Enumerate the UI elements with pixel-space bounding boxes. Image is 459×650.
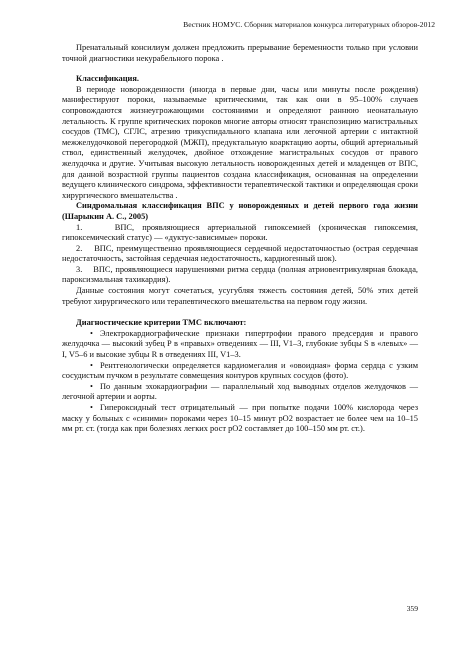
item-text: Электрокардиографические признаки гипертрофии правого предсердия и правого желудочка — высокий зубец Р в «правых» отведениях — III, V1–3, глубокие зубцы S в «левых» — I, V5–6 и высокие зубцы R в отведениях III, V1–3.: [62, 328, 418, 360]
bullet-icon: •: [90, 360, 93, 370]
intro-paragraph: Пренатальный консилиум должен предложить прерывание беременности только при условии точной диагностики некурабельного порока .: [62, 43, 418, 63]
item-text: ВПС, преимущественно проявляющиеся сердечной недостаточностью (острая сердечная недостаточность, застойная сердечная недостаточность, кардиогенный шок).: [62, 243, 418, 264]
diagnostic-item: [62, 329, 418, 361]
classification-paragraph: В периоде новорожденности (иногда в первые дни, часы или минуты после рождения) манифестируют пороки, называемые критическими, так как они в 95–100% случаев сопровождаются жизнеугрожающими состояниями и определяют раннюю неонатальную летальность. К группе критических пороков многие авторы относят транспозицию магистральных сосудов (ТМС), СГЛС, атрезию трикуспидального клапана или легочной артерии с интактной межжелудочковой перегородкой (МЖП), предуктальную коарктацию аорты, общий артериальный ствол, единственный желудочек, двойное отхождение магистральных сосудов от правого желудочка и другие. Учитывая высокую летальность новорожденных детей и младенцев от ВПС, для данной возрастной группы пациентов создана классификация, основанная на определении ведущего клинического синдрома, эффективности терапевтической тактики и определяющая сроки хирургического вмешательства .: [62, 84, 418, 200]
item-text: Рентгенологически определяется кардиомегалия и «овоидная» форма сердца с узким сосудистым пучком в результате совмещения контуров крупных сосудов (фото).: [62, 360, 418, 381]
item-text: По данным эхокардиографии — параллельный ход выводных отделов желудочков — легочной артерии и аорты.: [62, 381, 418, 402]
syndromic-heading: Синдромальная классификация ВПС у новорожденных и детей первого года жизни (Шарыкин А. С., 2005): [62, 201, 418, 221]
bullet-icon: •: [90, 381, 93, 391]
syndromic-closing: Данные состояния могут сочетаться, усугубляя тяжесть состояния детей, 50% этих детей требуют хирургического или терапевтического вмешательства на первом году жизни.: [62, 286, 418, 306]
item-number: 2.: [76, 243, 83, 253]
item-number: 3.: [76, 264, 83, 274]
diagnostic-item: [62, 403, 418, 435]
syndromic-item: [62, 223, 418, 244]
page-content: [62, 43, 418, 435]
syndromic-item: [62, 265, 418, 286]
item-text: ВПС, проявляющиеся артериальной гипоксемией (хроническая гипоксемия, гипоксемический статус) — «дуктус-зависимые» пороки.: [62, 222, 418, 243]
bullet-icon: •: [90, 328, 93, 338]
diagnostic-item: [62, 382, 418, 403]
item-text: ВПС, проявляющиеся нарушениями ритма сердца (полная атриовентрикулярная блокада, пароксизмальная тахикардия).: [62, 264, 419, 285]
item-text: Гипероксидный тест отрицательный — при попытке подачи 100% кислорода через маску у больных с «синими» пороками через 10–15 минут рО2 возрастает не более чем на 10–15 мм рт. ст. (тогда как при болезнях легких рост рО2 составляет до 100–150 мм рт. ст.).: [62, 403, 418, 434]
bullet-icon: •: [90, 403, 93, 412]
running-header: Вестник НОМУС. Сборник материалов конкурса литературных обзоров-2012: [183, 20, 435, 29]
diagnostics-heading: Диагностические критерии ТМС включают:: [76, 318, 247, 328]
syndromic-item: [62, 244, 418, 265]
diagnostic-item: [62, 361, 418, 382]
item-number: 1.: [76, 222, 83, 232]
classification-heading: Классификация.: [76, 74, 140, 84]
page-number: 359: [406, 604, 418, 613]
